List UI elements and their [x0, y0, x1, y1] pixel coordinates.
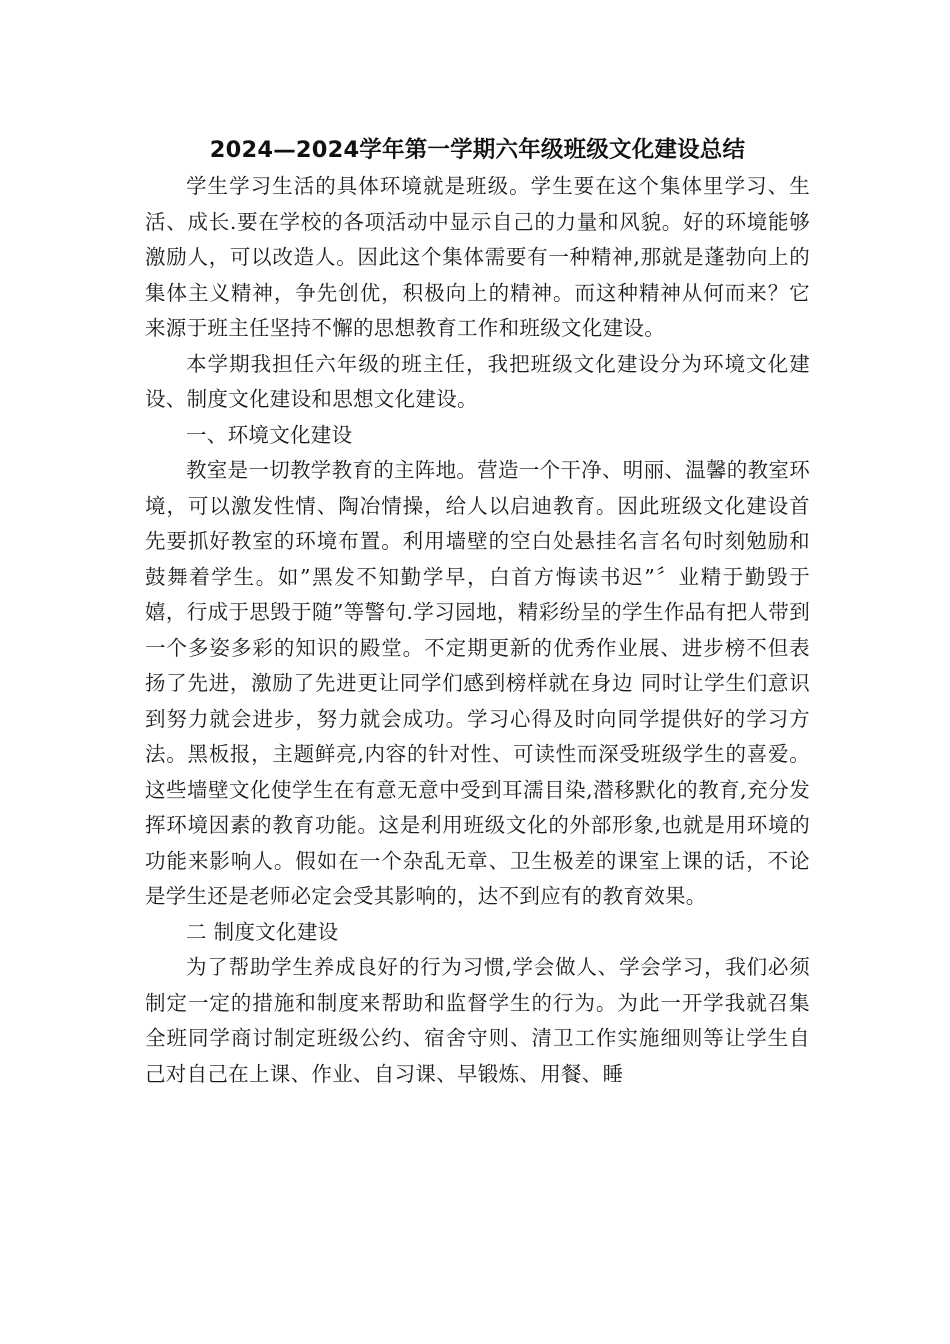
document-body	[145, 131, 810, 1092]
section-heading-system: 二 制度文化建设	[186, 919, 339, 944]
document-title: 2024—2024学年第一学期六年级班级文化建设总结	[209, 137, 746, 163]
paragraph-environment: 教室是一切教学教育的主阵地。营造一个干净、明丽、温馨的教室环境，可以激发性情、陶冶情操，给人以启迪教育。因此班级文化建设首先要抓好教室的环境布置。利用墙壁的空白处悬挂名言名句时刻勉励和鼓舞着学生。如”黑发不知勤学早，白首方悔读书迟”〞业精于勤毁于嬉，行成于思毁于随”等警句.学习园地，精彩纷呈的学生作品有把人带到一个多姿多彩的知识的殿堂。不定期更新的优秀作业展、进步榜不但表扬了先进，激励了先进更让同学们感到榜样就在身边 同时让学生们意识到努力就会进步，努力就会成功。学习心得及时向同学提供好的学习方法。黑板报，主题鲜亮,内容的针对性、可读性而深受班级学生的喜爱。这些墙壁文化使学生在有意无意中受到耳濡目染,潜移默化的教育,充分发挥环境因素的教育功能。这是利用班级文化的外部形象,也就是用环境的功能来影响人。假如在一个杂乱无章、卫生极差的课室上课的话，不论是学生还是老师必定会受其影响的，达不到应有的教育效果。	[145, 458, 810, 908]
section-heading-environment: 一、环境文化建设	[186, 422, 353, 447]
paragraph-intro: 学生学习生活的具体环境就是班级。学生要在这个集体里学习、生活、成长.要在学校的各项活动中显示自己的力量和风貌。好的环境能够激励人，可以改造人。因此这个集体需要有一种精神,那就是蓬勃向上的集体主义精神，争先创优，积极向上的精神。而这种精神从何而来？它来源于班主任坚持不懈的思想教育工作和班级文化建设。	[145, 174, 810, 340]
paragraph-system: 为了帮助学生养成良好的行为习惯,学会做人、学会学习，我们必须制定一定的措施和制度来帮助和监督学生的行为。为此一开学我就召集全班同学商讨制定班级公约、宿舍守则、清卫工作实施细则等让学生自己对自己在上课、作业、自习课、早锻炼、用餐、睡	[145, 955, 810, 1086]
paragraph-overview: 本学期我担任六年级的班主任，我把班级文化建设分为环境文化建设、制度文化建设和思想文化建设。	[145, 351, 810, 411]
